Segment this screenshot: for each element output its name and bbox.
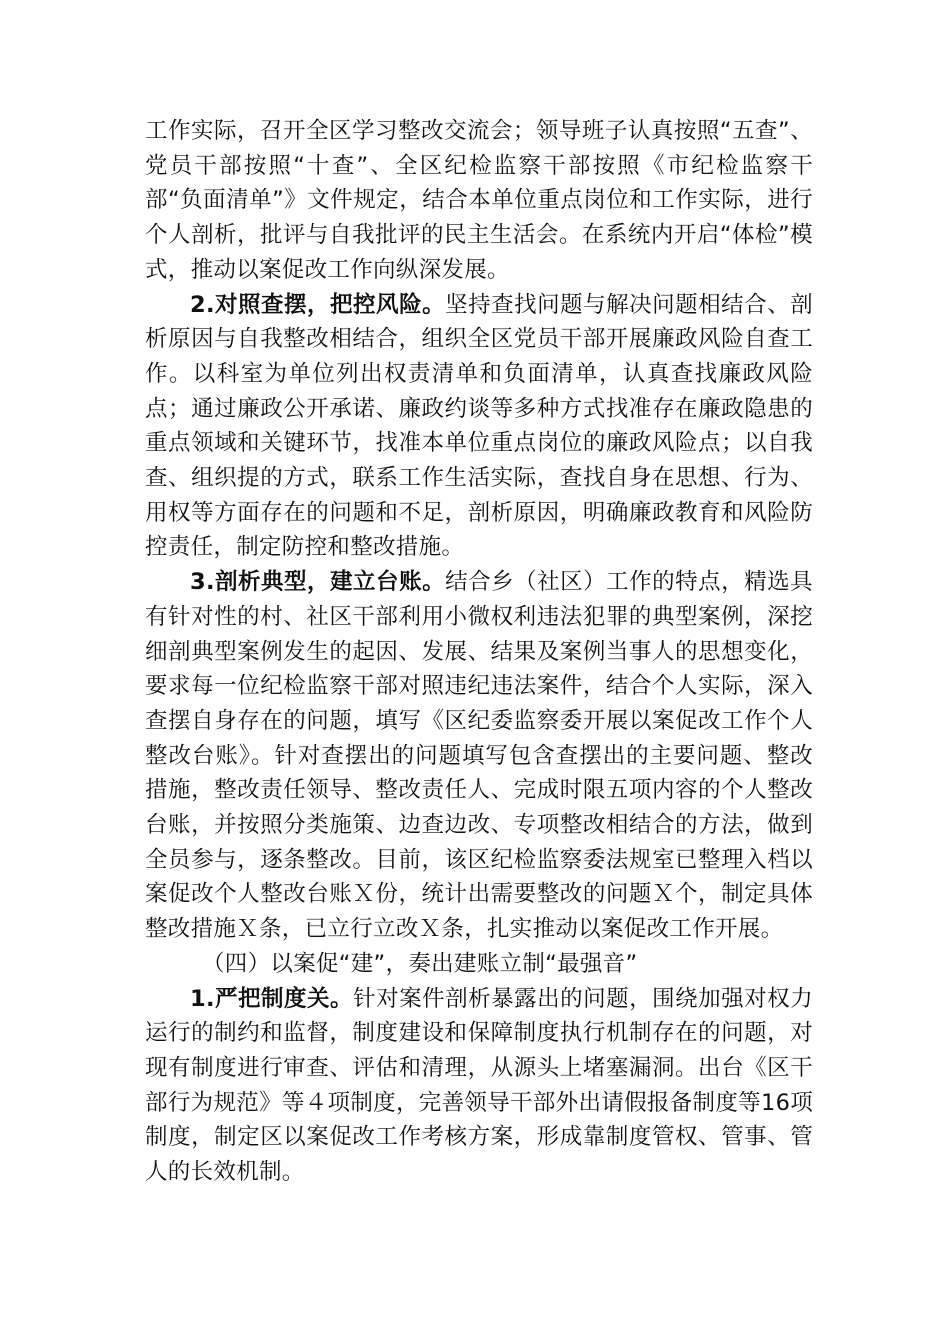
paragraph-item-2 (145, 288, 813, 566)
document-page (145, 114, 813, 1190)
item-2-lead: 2.对照查摆，把控风险。 (190, 291, 446, 318)
item-3-body: 结合乡（社区）工作的特点，精选具有针对性的村、社区干部利用小微权利违法犯罪的典型案例，深挖细剖典型案例发生的起因、发展、结果及案例当事人的思想变化，要求每一位纪检监察干部对照违纪违法案件，结合个人实际，深入查摆自身存在的问题，填写《区纪委监察委开展以案促改工作个人整改台账》。针对查摆出的问题填写包含查摆出的主要问题、整改措施，整改责任领导、整改责任人、完成时限五项内容的个人整改台账，并按照分类施策、边查边改、专项整改相结合的方法，做到全员参与，逐条整改。目前，该区纪检监察委法规室已整理入档以案促改个人整改台账Ｘ份，统计出需要整改的问题Ｘ个，制定具体整改措施Ｘ条，已立行立改Ｘ条，扎实推动以案促改工作开展。 (145, 569, 813, 943)
paragraph-continuation: 工作实际，召开全区学习整改交流会；领导班子认真按照“五查”、党员干部按照“十查”、全区纪检监察干部按照《市纪检监察干部“负面清单”》文件规定，结合本单位重点岗位和工作实际，进行个人剖析，批评与自我批评的民主生活会。在系统内开启“体检”模式，推动以案促改工作向纵深发展。 (145, 118, 813, 283)
item-2-body: 坚持查找问题与解决问题相结合、剖析原因与自我整改相结合，组织全区党员干部开展廉政风险自查工作。以科室为单位列出权责清单和负面清单，认真查找廉政风险点；通过廉政公开承诺、廉政约谈等多种方式找准存在廉政隐患的重点领域和关键环节，找准本单位重点岗位的廉政风险点；以自我查、组织提的方式，联系工作生活实际，查找自身在思想、行为、用权等方面存在的问题和不足，剖析原因，明确廉政教育和风险防控责任，制定防控和整改措施。 (145, 291, 813, 561)
item-3-lead: 3.剖析典型，建立台账。 (190, 569, 446, 596)
paragraph-item-3 (145, 565, 813, 947)
paragraph-item-1 (145, 982, 813, 1190)
section-heading-4: （四）以案促“建”，奏出建账立制“最强音” (202, 950, 638, 977)
item-1-lead: 1.严把制度关。 (190, 985, 354, 1012)
item-1-body: 针对案件剖析暴露出的问题，围绕加强对权力运行的制约和监督，制度建设和保障制度执行机制存在的问题，对现有制度进行审查、评估和清理，从源头上堵塞漏洞。出台《区干部行为规范》等４项制度，完善领导干部外出请假报备制度等16项制度，制定区以案促改工作考核方案，形成靠制度管权、管事、管人的长效机制。 (145, 985, 813, 1186)
